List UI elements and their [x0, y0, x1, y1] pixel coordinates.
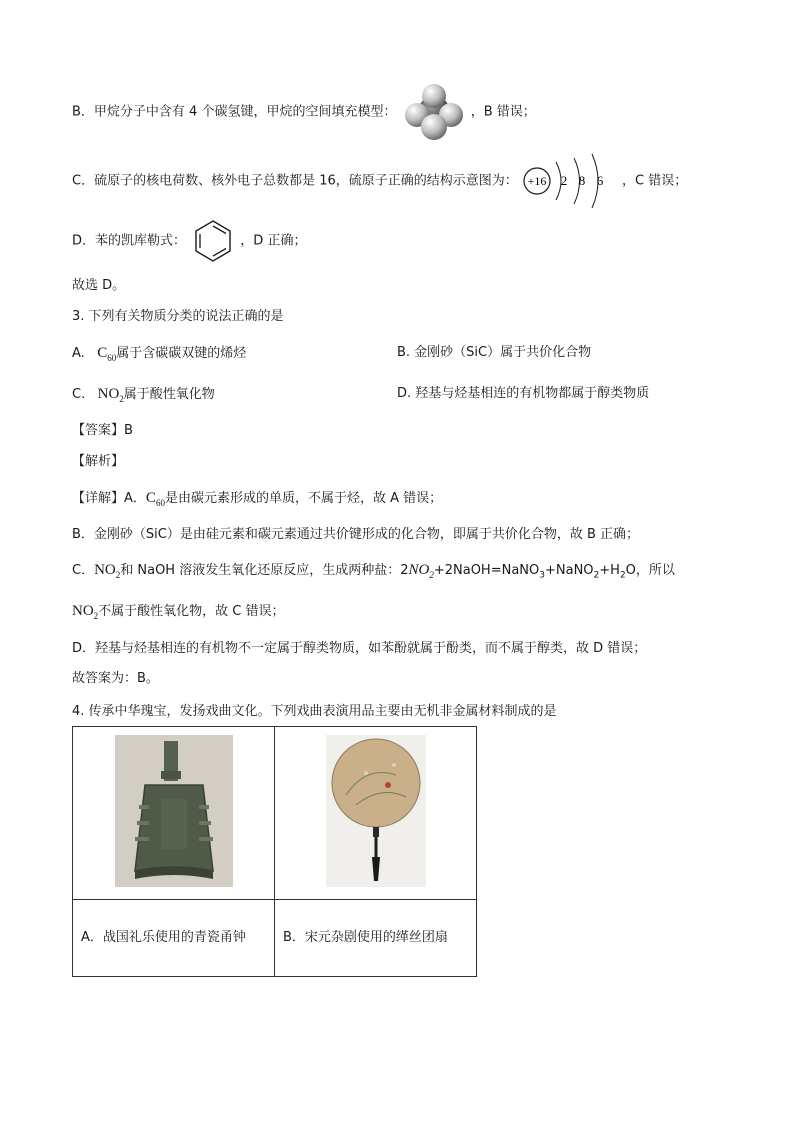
detail-conclusion: 故答案为：B。	[72, 671, 159, 686]
q4-option-a: A．战国礼乐使用的青瓷甬钟	[73, 900, 275, 977]
line-b: B．甲烷分子中含有 4 个碳氢键，甲烷的空间填充模型： ，B 错误；	[72, 82, 536, 142]
q4-option-b: B．宋元杂剧使用的缂丝团扇	[275, 900, 477, 977]
q4-options-table	[72, 726, 477, 977]
benzene-kekule-structure	[190, 218, 236, 264]
q3-option-a: A. $C_{60}$属于含碳碳双键的烯烃	[72, 345, 247, 363]
detail-b: B．金刚砂（SiC）是由硅元素和碳元素通过共价键形成的化合物，即属于共价化合物，故 B 正确；	[72, 527, 640, 542]
nucleus-charge: +16	[527, 174, 547, 188]
detail-c: C．$NO_2$和 NaOH 溶液发生氧化还原反应，生成两种盐：$2NO_2+2NaOH=NaNO_3+NaNO_2+H_2O$，所以	[72, 562, 675, 581]
analysis-label: 【解析】	[72, 454, 125, 469]
line-d: D．苯的凯库勒式： ，D 正确；	[72, 218, 306, 264]
q4-option-a-image-cell	[73, 727, 275, 900]
bronze-bell-image	[115, 735, 233, 887]
q3-option-d: D. 羟基与烃基相连的有机物都属于醇类物质	[397, 386, 650, 401]
q3-stem: 3. 下列有关物质分类的说法正确的是	[72, 309, 284, 324]
detail-a: 【详解】A．$C_{60}$是由碳元素形成的单质，不属于烃，故 A 错误；	[72, 490, 443, 508]
conclusion-1: 故选 D。	[72, 278, 126, 293]
shell-2-electrons: 8	[578, 173, 586, 188]
silk-fan-image	[326, 735, 426, 887]
detail-c-cont: $NO_2$不属于酸性氧化物，故 C 错误；	[72, 603, 285, 621]
shell-1-electrons: 2	[560, 173, 568, 188]
q3-option-c: C. $NO_2$属于酸性氧化物	[72, 386, 215, 404]
q4-stem: 4. 传承中华瑰宝，发扬戏曲文化。下列戏曲表演用品主要由无机非金属材料制成的是	[72, 704, 557, 719]
line-c: C．硫原子的核电荷数、核外电子总数都是 16，硫原子正确的结构示意图为： +16 2 8 6 ，C 错误；	[72, 152, 687, 210]
shell-3-electrons: 6	[596, 173, 604, 188]
methane-space-filling-model	[401, 82, 467, 142]
answer-line: 【答案】B	[72, 423, 133, 438]
q3-option-b: B. 金刚砂（SiC）属于共价化合物	[397, 345, 592, 360]
sulfur-atom-structure-diagram	[522, 152, 618, 210]
detail-d: D．羟基与烃基相连的有机物不一定属于醇类物质，如苯酚就属于酚类，而不属于醇类，故 D 错误；	[72, 641, 647, 656]
q4-option-b-image-cell	[275, 727, 477, 900]
